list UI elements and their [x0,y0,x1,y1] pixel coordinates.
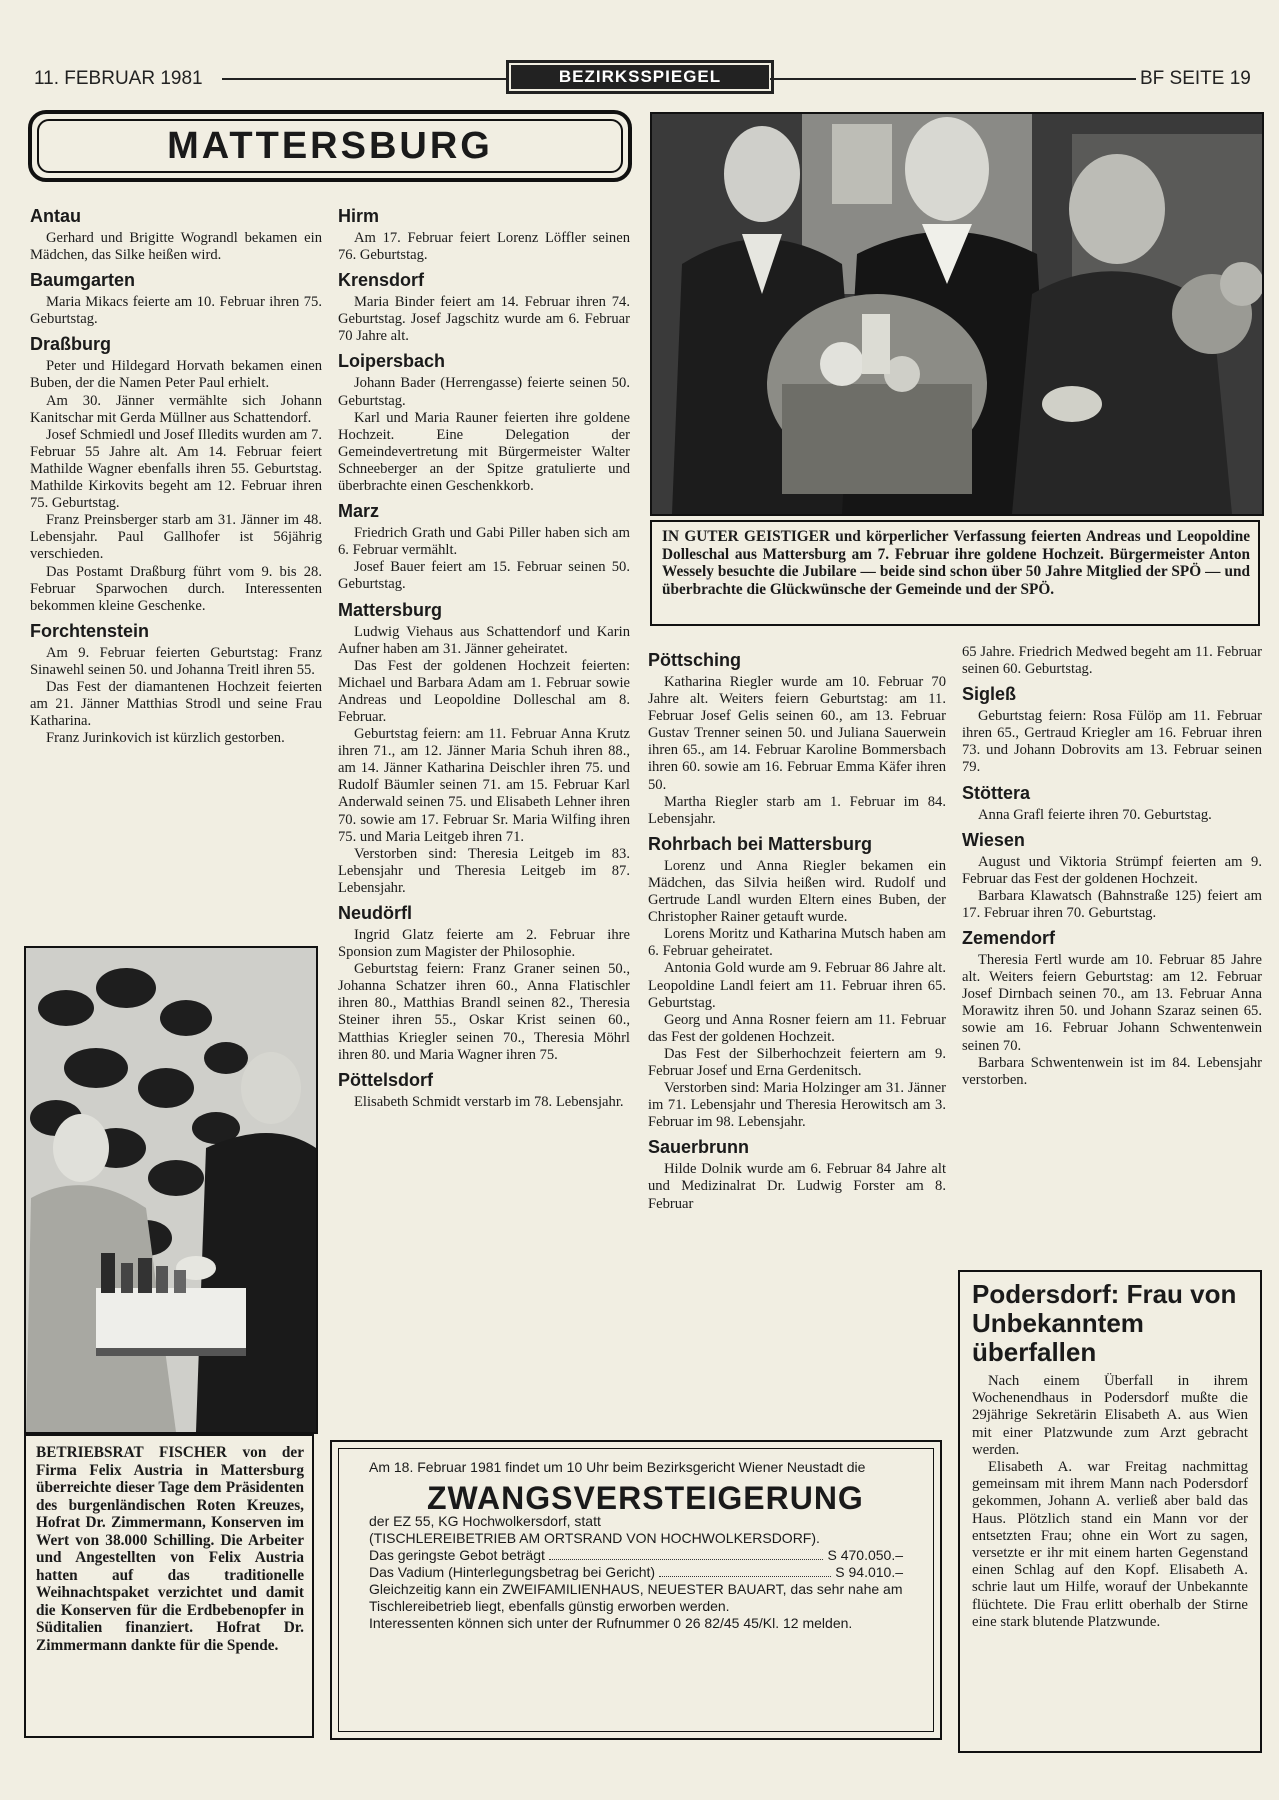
news-item: August und Viktoria Strümpf feierten am 9. Februar das Fest der goldenen Hochzeit. [962,853,1262,887]
place-heading: Draßburg [30,334,111,355]
news-item: Geburtstag feiern: am 11. Februar Anna Krutz ihren 71., am 12. Jänner Maria Schuh ihren 88., am 14. Jänner Katharina Deischler ihren 75. und Rudolf Bäumler seinen 71. am 15. Februar Karl Anderwald seinen 75. und Elisabeth Lehner ihren 70. sowie am 17. Februar Sr. Maria Wilfing ihren 75. und Maria Leitgeb ihren 71. [338,726,630,845]
place-heading: Stöttera [962,782,1031,803]
column-2 [338,200,630,1111]
news-item: Das Fest der diamantenen Hochzeit feierten am 21. Jänner Matthias Strodl und seine Frau Katharina. [30,678,322,730]
news-item: Josef Schmiedl und Josef Illedits wurden am 7. Februar 55 Jahre alt. Am 14. Februar feiert Mathilde Wagner ebenfalls ihren 55. Geburtstag. Mathilde Kirkovits begeht am 12. Februar ihren 75. Geburtstag. [30,426,322,512]
donation-photo-image [26,948,316,1432]
news-item: Franz Jurinkovich ist kürzlich gestorben. [46,730,285,747]
news-item: Johann Bader (Herrengasse) feierte seinen 50. Geburtstag. [338,375,630,409]
column-3 [648,644,946,1213]
news-item: Lorens Moritz und Katharina Mutsch haben am 6. Februar geheiratet. [648,926,946,960]
place-heading: Krensdorf [338,270,425,291]
news-item: Josef Bauer feiert am 15. Februar seinen 50. Geburtstag. [338,559,630,593]
ad-vadium-value: S 94.010.– [835,1564,903,1580]
news-item: Maria Mikacs feierte am 10. Februar ihren 75. Geburtstag. [30,294,322,328]
page-number: BF SEITE 19 [1140,68,1251,89]
ad-line-4: Interessenten können sich unter der Rufnummer 0 26 82/45 45/Kl. 12 melden. [369,1615,853,1631]
place-heading: Rohrbach bei Mattersburg [648,833,873,854]
news-item: Hilde Dolnik wurde am 6. Februar 84 Jahre alt und Medizinalrat Dr. Ludwig Forster am 8. Februar [648,1161,946,1212]
golden-wedding-photo [650,112,1264,516]
news-item: Geburtstag feiern: Franz Graner seinen 50., Johanna Schatzer ihren 60., Anna Flatischler ihren 80., Matthias Brandl seinen 82., Theresia Steiner ihren 55., Oskar Krist seinen 60., Matthias Kriegler seinen 70., Theresia Möhrl ihren 80. und Maria Wagner ihren 75. [338,961,630,1063]
news-item: Ingrid Glatz feierte am 2. Februar ihre Sponsion zum Magister der Philosophie. [338,927,630,961]
news-item: Martha Riegler starb am 1. Februar im 84. Lebensjahr. [648,793,946,827]
news-item: 65 Jahre. Friedrich Medwed begeht am 11. Februar seinen 60. Geburtstag. [962,644,1262,678]
news-item: Peter und Hildegard Horvath bekamen einen Buben, der die Namen Peter Paul erhielt. [30,358,322,392]
news-item: Am 9. Februar feierten Geburtstag: Franz Sinawehl seinen 50. und Johanna Treitl ihren 55. [30,644,322,678]
donation-caption: BETRIEBSRAT FISCHER von der Firma Felix Austria in Mattersburg überreichte dieser Tage dem Präsidenten des burgenländischen Roten Kreuzes, Hofrat Dr. Zimmermann, Konserven im Wert von 38.000 Schilling. Die Arbeiter und Angestellten von Felix Austria hatten auf das traditionelle Weihnachtspaket verzichtet und damit die Konserven für die Erdbebenopfer in Süditalien finanziert. Hofrat Dr. Zimmermann dankte für die Spende. [36,1444,304,1654]
news-item: Friedrich Grath und Gabi Piller haben sich am 6. Februar vermählt. [338,525,630,559]
news-item: Verstorben sind: Maria Holzinger am 31. Jänner im 71. Lebensjahr und Theresia Herowitsch am 3. Februar im 98. Lebensjahr. [648,1080,946,1131]
story-headline: Podersdorf: Frau von Unbekanntem überfallen [972,1279,1237,1367]
place-heading: Zemendorf [962,928,1056,949]
place-heading: Wiesen [962,829,1025,850]
news-item: Karl und Maria Rauner feierten ihre goldene Hochzeit. Eine Delegation der Gemeindevertretung mit Bürgermeister Walter Schneeberger an der Spitze gratulierte und überbrachte einen Geschenkkorb. [338,409,630,495]
news-item: Theresia Fertl wurde am 10. Februar 85 Jahre alt. Weiters feiern Geburtstag: am 12. Februar Josef Dirnbach seinen 70., am 13. Februar Anna Morawitz ihren 50. und Johann Szaraz seinen 65. sowie am 16. Februar Johann Schwentenwein seinen 70. [962,952,1262,1054]
column-1 [30,200,322,747]
place-heading: Pöttelsdorf [338,1069,434,1090]
news-item: Barbara Schwentenwein ist im 84. Lebensjahr verstorben. [962,1054,1262,1088]
ad-vadium-label: Das Vadium (Hinterlegungsbetrag bei Gericht) [369,1564,656,1580]
news-item: Ludwig Viehaus aus Schattendorf und Karin Aufner haben am 31. Jänner geheiratet. [338,623,630,657]
place-heading: Mattersburg [338,599,443,620]
golden-wedding-photo-image [652,114,1262,514]
news-item: Gerhard und Brigitte Wograndl bekamen ein Mädchen, das Silke heißen wird. [30,230,322,264]
place-heading: Loipersbach [338,351,446,372]
ad-bid-label: Das geringste Gebot beträgt [369,1547,545,1563]
column-4 [962,644,1262,1089]
place-heading: Sigleß [962,684,1017,705]
news-item: Maria Binder feiert am 14. Februar ihren 74. Geburtstag. Josef Jagschitz wurde am 6. Februar 70 Jahre alt. [338,294,630,345]
section-tag: BEZIRKSSPIEGEL [506,60,774,94]
golden-wedding-caption: IN GUTER GEISTIGER und körperlicher Verfassung feierten Andreas und Leopoldine Dolleschal aus Mattersburg am 7. Februar ihre goldene Hochzeit. Bürgermeister Anton Wessely besuchte die Jubilare — beide sind schon über 50 Jahre Mitglied der SPÖ — und überbrachte die Glückwünsche der Gemeinde und der SPÖ. [662,528,1250,598]
news-item: Elisabeth Schmidt verstarb im 78. Lebensjahr. [354,1093,624,1110]
news-item: Am 30. Jänner vermählte sich Johann Kanitschar mit Gerda Müllner aus Schattendorf. [30,392,322,426]
golden-wedding-caption-box [650,520,1260,626]
place-heading: Hirm [338,206,380,226]
place-heading: Sauerbrunn [648,1137,750,1158]
auction-ad [330,1440,942,1740]
news-item: Anna Grafl feierte ihren 70. Geburtstag. [978,806,1212,823]
story-paragraph: Elisabeth A. war Freitag nachmittag gemeinsam mit ihrem Mann nach Podersdorf gekommen, Johann A. verließ aber bald das Haus. Plötzlich stand ein Mann vor der entsetzten Frau; ohne ein Wort zu sagen, versetzte er ihr mit einem harten Gegenstand einen Schlag auf den Kopf. Elisabeth A. schrie laut um Hilfe, worauf der Unbekannte flüchtete. Die Frau erlitt oberhalb der Stirne eine stark blutende Platzwunde. [972,1459,1248,1630]
place-heading: Baumgarten [30,270,136,291]
header-rule-left [222,78,506,80]
news-item: Antonia Gold wurde am 9. Februar 86 Jahre alt. Leopoldine Landl feiert am 11. Februar ihren 65. Geburtstag. [648,960,946,1011]
news-item: Barbara Klawatsch (Bahnstraße 125) feiert am 17. Februar ihren 70. Geburtstag. [962,887,1262,921]
place-heading: Antau [30,206,81,226]
ad-intro: Am 18. Februar 1981 findet um 10 Uhr beim Bezirksgericht Wiener Neustadt die [369,1459,866,1475]
news-item: Geburtstag feiern: Rosa Fülöp am 11. Februar ihren 65., Gertraud Kriegler am 16. Februar ihren 73. und Johann Dobrovits am 13. Februar seinen 79. [962,708,1262,776]
news-item: Das Fest der goldenen Hochzeit feierten: Michael und Barbara Adam am 1. Februar sowie Andreas und Leopoldine Dolleschal am 8. Februar. [338,657,630,725]
header-rule-right [770,78,1136,80]
issue-date: 11. FEBRUAR 1981 [34,68,203,89]
title-box [28,110,632,182]
page-title: MATTERSBURG [167,124,493,167]
donation-photo [24,946,318,1434]
ad-headline: ZWANGSVERSTEIGERUNG [427,1480,864,1516]
news-item: Franz Preinsberger starb am 31. Jänner im 48. Lebensjahr. Paul Gallhofer ist 56jährig verschieden. [30,512,322,563]
ad-bid-value: S 470.050.– [827,1547,903,1563]
news-item: Lorenz und Anna Riegler bekamen ein Mädchen, das Silvia heißen wird. Rudolf und Gertrude Landl wurden Eltern eines Buben, der Christopher Rainer getauft wurde. [648,857,946,926]
podersdorf-story [958,1270,1262,1753]
place-heading: Forchtenstein [30,620,150,641]
place-heading: Pöttsching [648,650,741,670]
place-heading: Marz [338,501,380,522]
news-item: Verstorben sind: Theresia Leitgeb im 83. Lebensjahr und Theresia Leitgeb im 87. Lebensjahr. [338,845,630,896]
ad-line-1: der EZ 55, KG Hochwolkersdorf, statt [369,1513,601,1529]
story-paragraph: Nach einem Überfall in ihrem Wochenendhaus in Podersdorf mußte die 29jährige Sekretärin Elisabeth A. aus Wien mit einer Platzwunde zum Arzt gebracht werden. [972,1373,1248,1458]
place-heading: Neudörfl [338,903,412,923]
news-item: Am 17. Februar feiert Lorenz Löffler seinen 76. Geburtstag. [338,230,630,264]
donation-caption-box [24,1434,314,1738]
news-item: Das Fest der Silberhochzeit feiertern am 9. Februar Josef und Erna Gerdenitsch. [648,1045,946,1079]
ad-line-3: Gleichzeitig kann ein ZWEIFAMILIENHAUS, NEUESTER BAUART, das sehr nahe am Tischlereibetrieb liegt, ebenfalls günstig erworben werden. [369,1581,903,1614]
news-item: Georg und Anna Rosner feiern am 11. Februar das Fest der goldenen Hochzeit. [648,1011,946,1045]
news-item: Das Postamt Draßburg führt vom 9. bis 28. Februar Sparwochen durch. Interessenten bekommen kleine Geschenke. [30,563,322,614]
news-item: Katharina Riegler wurde am 10. Februar 70 Jahre alt. Weiters feiern Geburtstag: am 11. Februar Josef Gelis seinen 60., am 13. Februar Gustav Trenner seinen 50. und Juliana Sauerwein ihren 65., am 14. Februar Karoline Bommersbach ihren 60. sowie am 16. Februar Emma Käfer ihren 50. [648,674,946,793]
ad-line-2: (TISCHLEREIBETRIEB AM ORTSRAND VON HOCHWOLKERSDORF). [369,1530,820,1546]
